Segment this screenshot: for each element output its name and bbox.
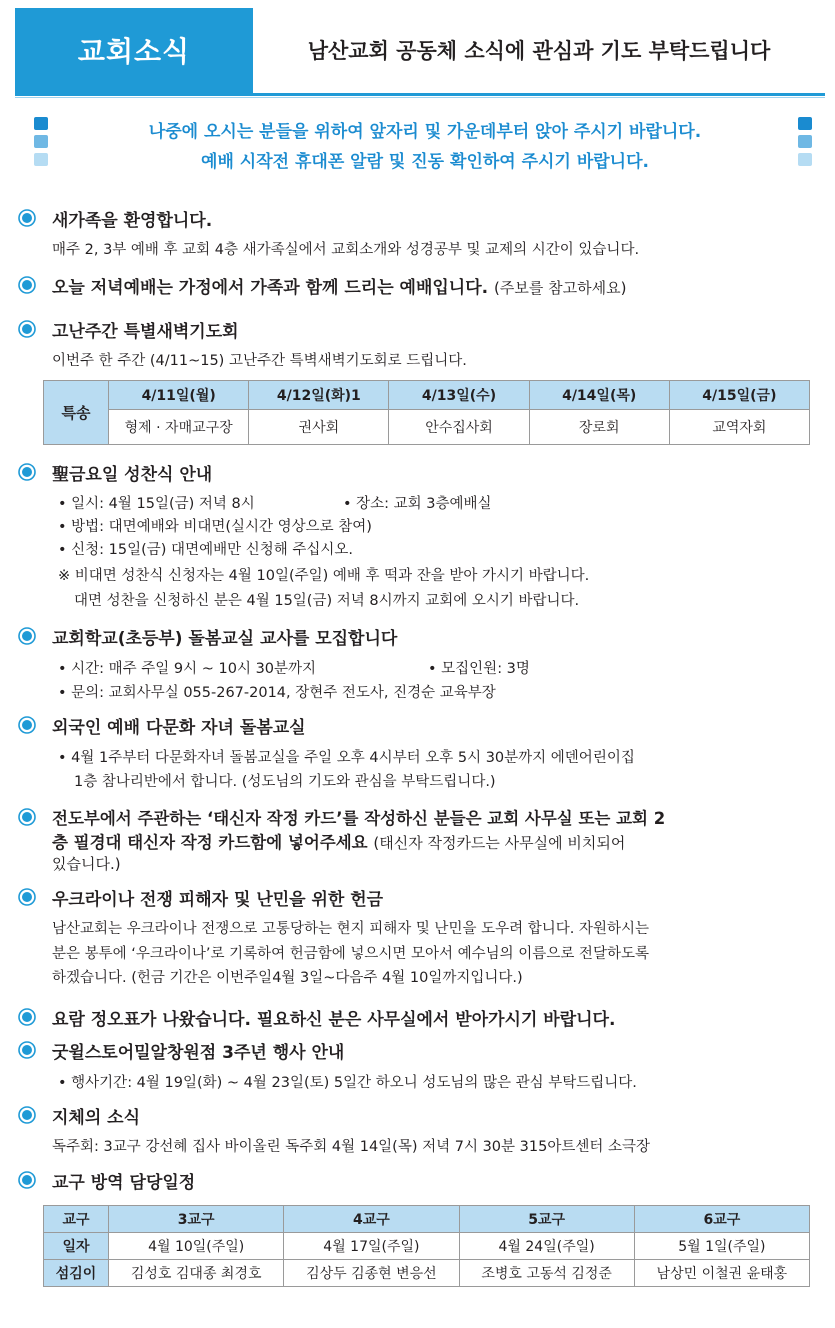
- ukraine-line: 남산교회는 우크라이나 전쟁으로 고통당하는 현지 피해자 및 난민을 도우려 합니다. 자원하시는: [52, 921, 649, 937]
- notice-line-1: 나중에 오시는 분들을 위하여 앞자리 및 가운데부터 앉아 주시기 바랍니다.: [148, 122, 702, 142]
- table-header-cell: 5교구: [459, 1206, 634, 1233]
- table-side-label: 특송: [44, 381, 109, 445]
- page-subtitle: 남산교회 공동체 소식에 관심과 기도 부탁드립니다: [307, 39, 771, 63]
- table-header-cell: 4/11일(월): [109, 381, 249, 410]
- table-cell: 형제 · 자매교구장: [109, 410, 249, 445]
- target-bullet-icon: [18, 276, 36, 294]
- communion-line: 대면 성찬을 신청하신 분은 4월 15일(금) 저녁 8시까지 교회에 오시기 바랍니다.: [74, 593, 580, 609]
- ukraine-line: 분은 봉투에 ‘우크라이나’로 기록하여 헌금함에 넣으시면 모아서 예수님의 이름으로 전달하도록: [52, 946, 649, 962]
- table-cell: 조병호 고동석 김정준: [459, 1260, 634, 1287]
- card-line-2: [52, 829, 625, 853]
- target-bullet-icon: [18, 1171, 36, 1189]
- item-title-school: 교회학교(초등부) 돌봄교실 교사를 모집합니다: [52, 629, 398, 649]
- table-header-cell: 3교구: [109, 1206, 284, 1233]
- item-title-members: 지체의 소식: [52, 1108, 141, 1128]
- item-title-card: 전도부에서 주관하는 ‘태신자 작정 카드’를 작성하신 분들은 교회 사무실 또는 교회 2: [52, 809, 666, 828]
- table-row-label: 교구: [44, 1206, 109, 1233]
- table-header-cell: 4/14일(목): [529, 381, 669, 410]
- target-bullet-icon: [18, 1106, 36, 1124]
- multicultural-line: • 4월 1주부터 다문화자녀 돌봄교실을 주일 오후 4시부터 오후 5시 30분까지 에덴어린이집: [58, 750, 635, 766]
- school-line: • 시간: 매주 주일 9시 ~ 10시 30분까지: [58, 661, 317, 677]
- table-header-cell: 4/12일(화)1: [249, 381, 389, 410]
- table-cell: 안수집사회: [389, 410, 529, 445]
- table-cell: 4월 24일(주일): [459, 1233, 634, 1260]
- table-header-cell: 6교구: [634, 1206, 809, 1233]
- card-note: (태신자 작정카드는 사무실에 비치되어: [373, 834, 626, 852]
- item-title-multicultural: 외국인 예배 다문화 자녀 돌봄교실: [52, 718, 306, 738]
- notice-line-2: 예배 시작전 휴대폰 알람 및 진동 확인하여 주시기 바랍니다.: [201, 152, 649, 172]
- item-title-ukraine: 우크라이나 전쟁 피해자 및 난민을 위한 헌금: [52, 890, 384, 910]
- item-title-dawn: 고난주간 특별새벽기도회: [52, 322, 239, 342]
- communion-line: • 방법: 대면예배와 비대면(실시간 영상으로 참여): [58, 519, 372, 535]
- table-cell: 4월 10일(주일): [109, 1233, 284, 1260]
- table-cell: 김성호 김대종 최경호: [109, 1260, 284, 1287]
- table-header-cell: 4/15일(금): [669, 381, 809, 410]
- notice-box: [30, 115, 820, 180]
- table-row-label: 섬김이: [44, 1260, 109, 1287]
- table-header-cell: 4/13일(수): [389, 381, 529, 410]
- target-bullet-icon: [18, 320, 36, 338]
- table-cell: 4월 17일(주일): [284, 1233, 459, 1260]
- target-bullet-icon: [18, 1041, 36, 1059]
- target-bullet-icon: [18, 716, 36, 734]
- communion-line: • 신청: 15일(금) 대면예배만 신청해 주십시오.: [58, 542, 353, 558]
- table-cell: 권사회: [249, 410, 389, 445]
- item-title-communion: 聖금요일 성찬식 안내: [52, 465, 213, 485]
- table-header-cell: 4교구: [284, 1206, 459, 1233]
- item-body-dawn: 이번주 한 주간 (4/11~15) 고난주간 특벽새벽기도회로 드립니다.: [52, 353, 467, 369]
- ukraine-line: 하겠습니다. (헌금 기간은 이번주일4월 3일~다음주 4월 10일까지입니다.): [52, 970, 523, 986]
- item-title-goodwill: 굿윌스토어밀알창원점 3주년 행사 안내: [52, 1043, 345, 1063]
- quarantine-table: [43, 1205, 810, 1287]
- table-cell: 5월 1일(주일): [634, 1233, 809, 1260]
- table-cell: 남상민 이철권 윤태홍: [634, 1260, 809, 1287]
- target-bullet-icon: [18, 463, 36, 481]
- goodwill-line: • 행사기간: 4월 19일(화) ~ 4월 23일(토) 5일간 하오니 성도님의 많은 관심 부탁드립니다.: [58, 1075, 637, 1091]
- communion-line: • 일시: 4월 15일(금) 저녁 8시: [58, 496, 255, 512]
- item-body-welcome: 매주 2, 3부 예배 후 교회 4층 새가족실에서 교회소개와 성경공부 및 교제의 시간이 있습니다.: [52, 242, 640, 258]
- item-title-quarantine: 교구 방역 담당일정: [52, 1173, 196, 1193]
- table-cell: 교역자회: [669, 410, 809, 445]
- school-line: • 문의: 교회사무실 055-267-2014, 장현주 전도사, 진경순 교육부장: [58, 685, 496, 701]
- header-divider: [15, 93, 825, 96]
- target-bullet-icon: [18, 209, 36, 227]
- table-cell: 김상두 김종현 변응선: [284, 1260, 459, 1287]
- header: [0, 0, 835, 95]
- item-title-schedule: 요람 정오표가 나왔습니다. 필요하신 분은 사무실에서 받아가시기 바랍니다.: [52, 1010, 616, 1030]
- school-line: • 모집인원: 3명: [428, 661, 530, 677]
- communion-line: • 장소: 교회 3층예배실: [343, 496, 492, 512]
- dawn-prayer-table: [43, 380, 810, 445]
- target-bullet-icon: [18, 888, 36, 906]
- card-line-3: 있습니다.): [52, 855, 121, 873]
- card-line-2-text: 층 필경대 태신자 작정 카드함에 넣어주세요: [52, 833, 368, 852]
- target-bullet-icon: [18, 1008, 36, 1026]
- members-line: 독주회: 3교구 강선혜 집사 바이올린 독주회 4월 14일(목) 저녁 7시 30분 315아트센터 소극장: [52, 1139, 650, 1155]
- table-cell: 장로회: [529, 410, 669, 445]
- evening-note: (주보를 참고하세요): [494, 279, 627, 297]
- page-title: 교회소식: [77, 35, 191, 68]
- communion-line: ※ 비대면 성찬식 신청자는 4월 10일(주일) 예배 후 떡과 잔을 받아 가시기 바랍니다.: [58, 568, 590, 584]
- target-bullet-icon: [18, 627, 36, 645]
- multicultural-line: 1층 참나리반에서 합니다. (성도님의 기도와 관심을 부탁드립니다.): [74, 774, 496, 790]
- target-bullet-icon: [18, 808, 36, 826]
- evening-title-text: 오늘 저녁예배는 가정에서 가족과 함께 드리는 예배입니다.: [52, 278, 489, 298]
- header-divider-thin: [15, 97, 825, 98]
- table-row-label: 일자: [44, 1233, 109, 1260]
- item-title-welcome: 새가족을 환영합니다.: [52, 211, 213, 231]
- item-title-evening: [52, 273, 626, 298]
